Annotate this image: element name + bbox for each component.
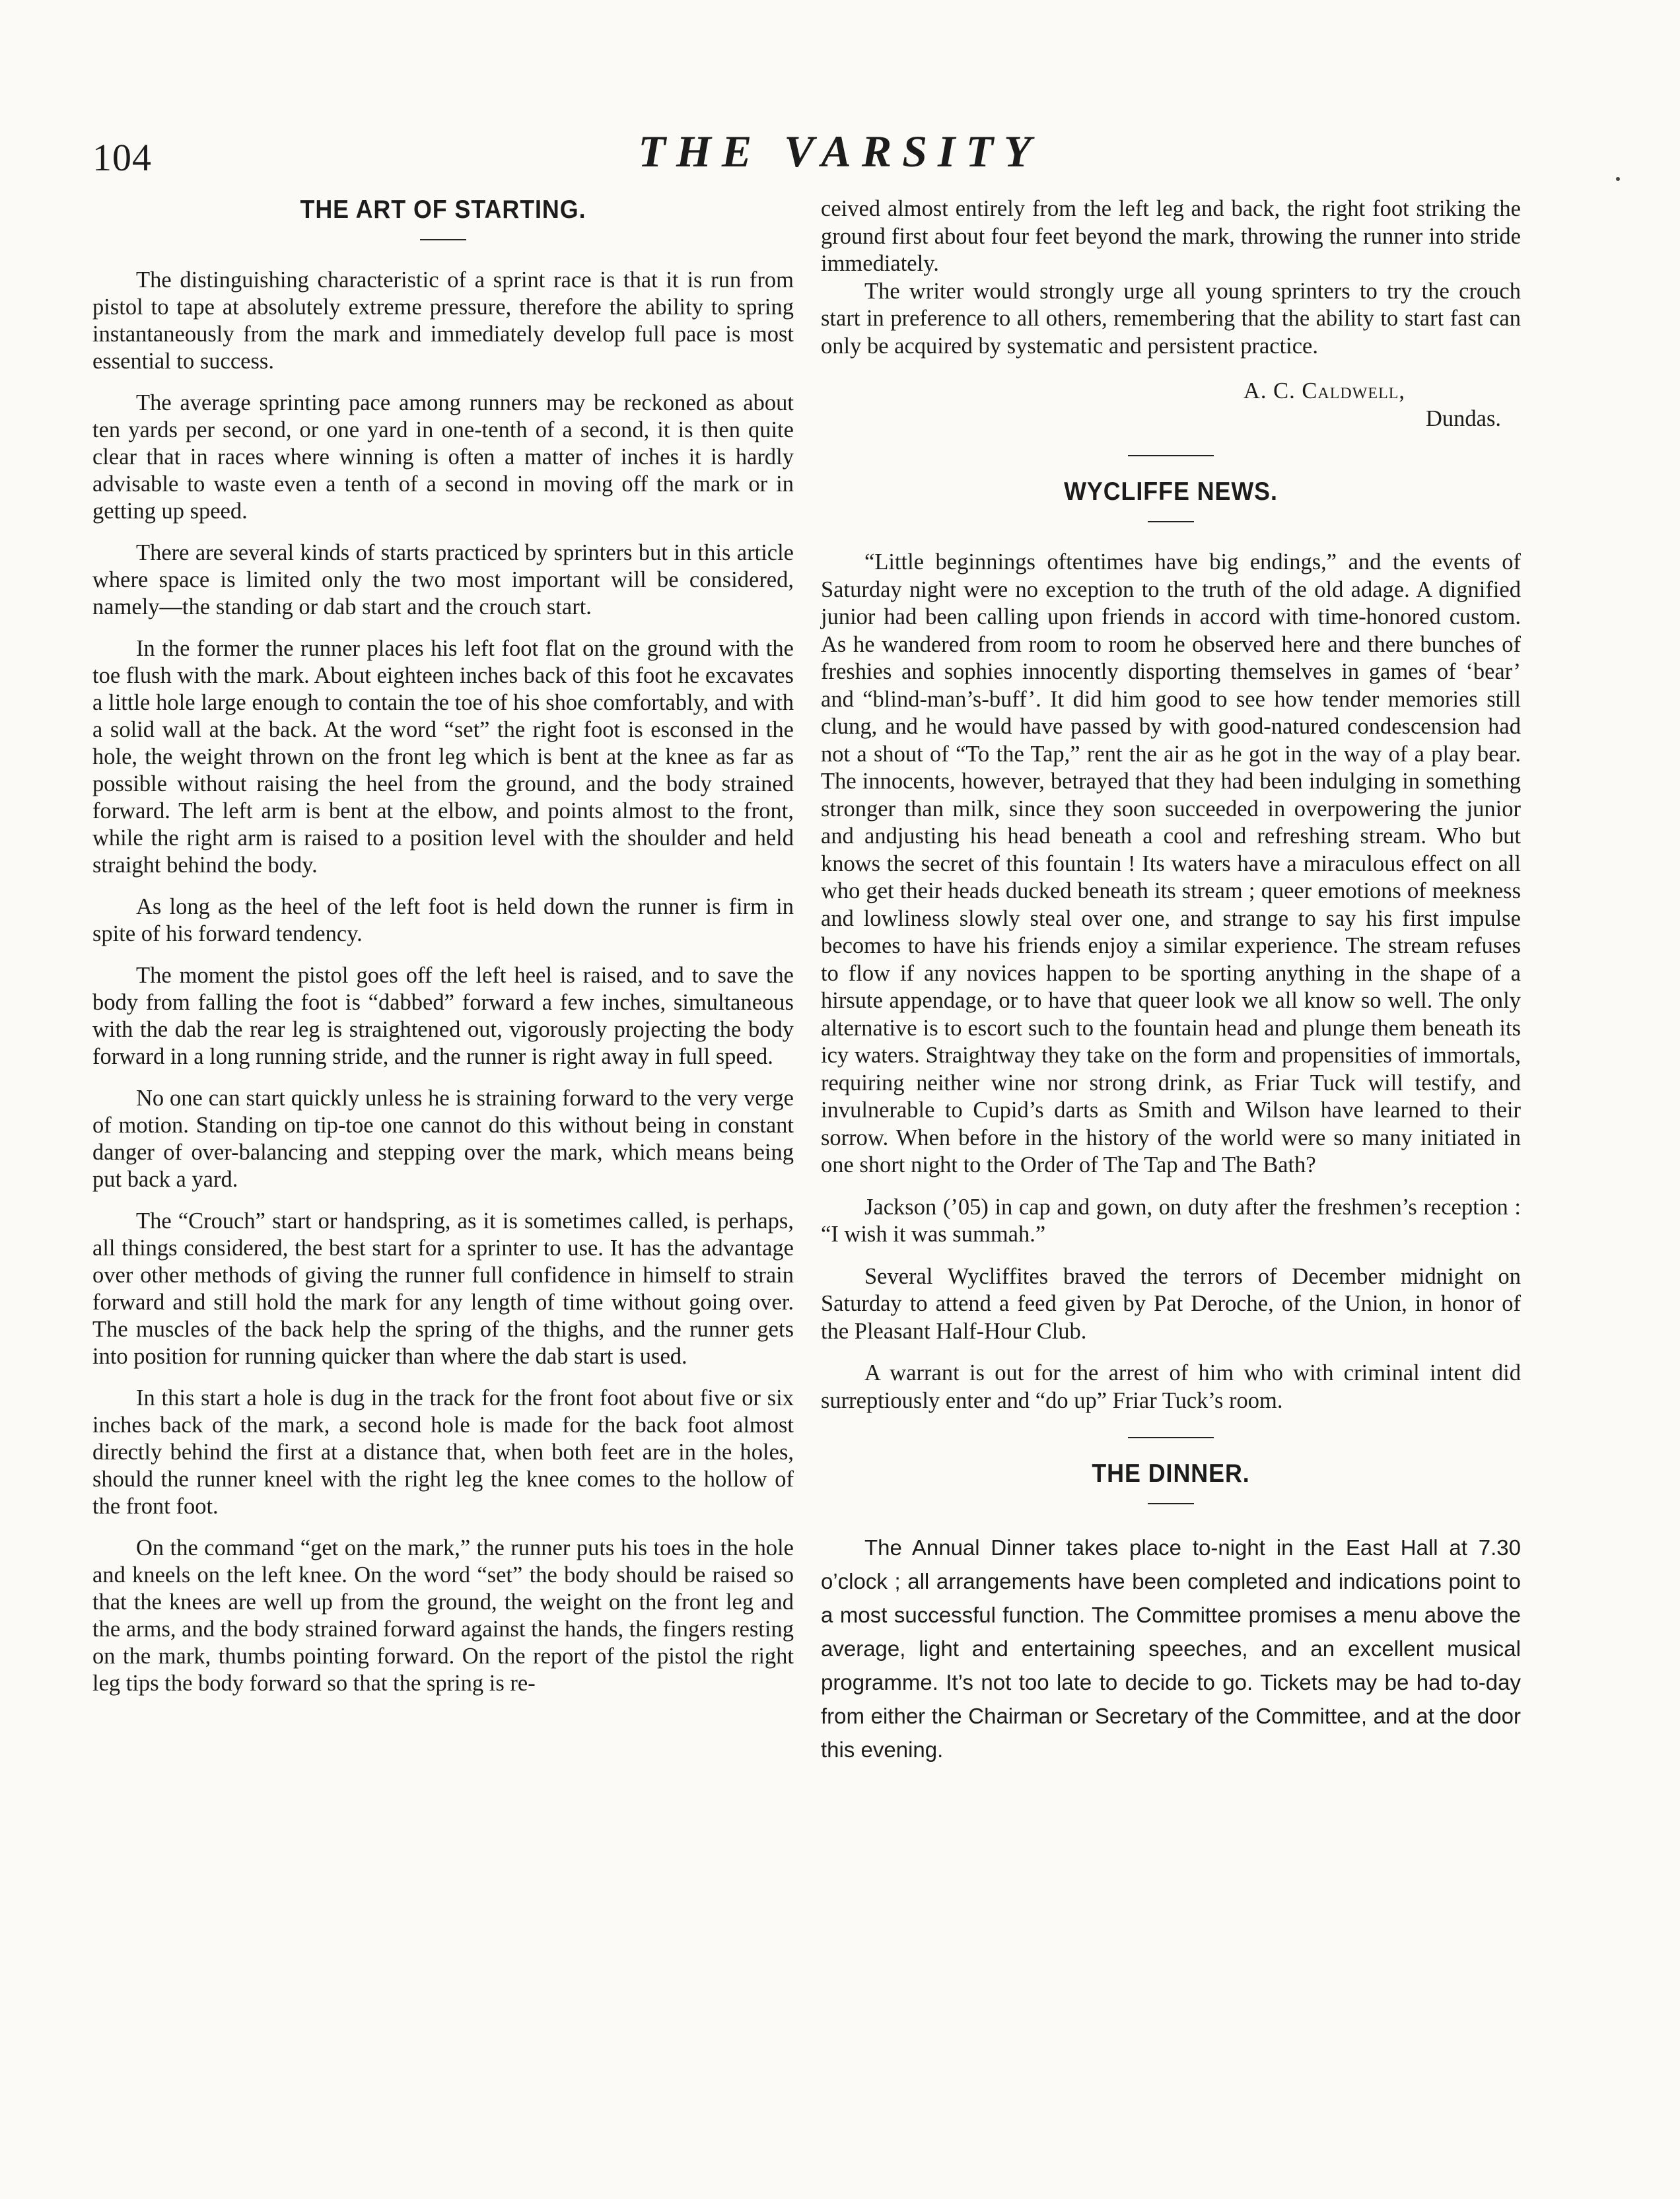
title-rule — [420, 239, 466, 240]
right-column — [821, 195, 1521, 1766]
paragraph-continuation: ceived almost entirely from the left leg and back, the right foot striking the ground first about four feet beyond the mark, throwing the runner into stride immediately. — [821, 196, 1521, 276]
signature — [821, 377, 1521, 433]
paragraph: A warrant is out for the arrest of him who with criminal intent did surreptiously enter and “do up” Friar Tuck’s room. — [821, 1360, 1521, 1413]
paragraph: As long as the heel of the left foot is held down the runner is firm in spite of his forward tendency. — [92, 894, 794, 946]
article-title-dinner: THE DINNER. — [1092, 1459, 1250, 1488]
page-header — [0, 0, 1680, 198]
title-rule — [1148, 1503, 1194, 1504]
article-title-wycliffe-news: WYCLIFFE NEWS. — [1064, 477, 1278, 506]
article-title-art-of-starting: THE ART OF STARTING. — [300, 195, 586, 224]
paragraph: The average sprinting pace among runners may be reckoned as about ten yards per second, or one yard in one-tenth of a second, it is then quite clear that in races where winning is often a matter of inches it is hardly advisable to waste even a tenth of a second in moving off the mark or in getting up speed. — [92, 390, 794, 524]
paragraph: Several Wycliffites braved the terrors of December midnight on Saturday to attend a feed given by Pat Deroche, of the Union, in honor of the Pleasant Half-Hour Club. — [821, 1263, 1521, 1344]
paragraph: In the former the runner places his left foot flat on the ground with the toe flush with the mark. About eighteen inches back of this foot he excavates a little hole large enough to contain the toe of his shoe comfortably, and with a solid wall at the back. At the word “set” the right foot is esconsed in the hole, the weight thrown on the front leg which is bent at the knee as far as possible without raising the heel from the ground, and the body strained forward. The left arm is bent at the elbow, and points almost to the front, while the right arm is raised to a position level with the shoulder and held straight behind the body. — [92, 636, 794, 878]
section-separator — [1128, 455, 1214, 456]
ink-speck — [1616, 177, 1620, 181]
paragraph: No one can start quickly unless he is straining forward to the very verge of motion. Standing on tip-toe one cannot do this without being in constant danger of over-balancing and stepping over the mark, which means being put back a yard. — [92, 1086, 794, 1192]
title-rule — [1148, 521, 1194, 522]
paragraph: The Annual Dinner takes place to-night in the East Hall at 7.30 o’clock ; all arrangements have been completed and indications point to a most successful function. The Committee promises a menu above the average, light and entertaining speeches, and an excellent musical programme. It’s not too late to decide to go. Tickets may be had to-day from either the Chairman or Secretary of the Committee, and at the door this evening. — [821, 1535, 1521, 1762]
paragraph: There are several kinds of starts practiced by sprinters but in this article where space is limited only the two most important will be considered, namely—the standing or dab start and the crouch start. — [92, 540, 794, 619]
left-column — [92, 195, 794, 1697]
paragraph: Jackson (’05) in cap and gown, on duty after the freshmen’s reception : “I wish it was summah.” — [821, 1194, 1521, 1247]
paragraph: The moment the pistol goes off the left heel is raised, and to save the body from falling the foot is “dabbed” forward a few inches, simultaneous with the dab the rear leg is straightened out, vigorously projecting the body forward in a long running stride, and the runner is right away in full speed. — [92, 963, 794, 1069]
paragraph: “Little beginnings oftentimes have big endings,” and the events of Saturday night were no exception to the truth of the old adage. A dignified junior had been calling upon friends in accord with time-honored custom. As he wandered from room to room he observed here and there bunches of freshies and sophies innocently disporting themselves in games of ‘bear’ and “blind-man’s-buff’. It did him good to see how tender memories still clung, and he would have passed by with good-natured condescension had not a shout of “To the Tap,” rent the air as he got in the way of a play bear. The innocents, however, betrayed that they had been indulging in something stronger than milk, since they soon succeeded in overpowering the junior and andjusting his head beneath a cool and refreshing stream. Who but knows the secret of this fountain ! Its waters have a miraculous effect on all who get their heads ducked beneath its stream ; queer emotions of meekness and lowliness slowly steal over one, and strange to say his first impulse becomes to have his friends enjoy a similar experience. The stream refuses to flow if any novices happen to be sporting anything in the shape of a hirsute appendage, or to have that queer look we all know so well. The only alternative is to escort such to the fountain head and plunge them beneath its icy waters. Straightway they take on the form and propensities of immortals, requiring neither wine nor strong drink, as Friar Tuck will testify, and invulnerable to Cupid’s darts as Smith and Wilson have learned to their sorrow. When before in the history of the world were so many initiated in one short night to the Order of The Tap and The Bath? — [821, 549, 1521, 1177]
author-place: Dundas. — [1425, 406, 1501, 431]
paragraph: On the command “get on the mark,” the runner puts his toes in the hole and kneels on the left knee. On the word “set” the body should be raised so that the knees are well up from the ground, the weight on the front leg and the arms, and the body strained forward against the hands, the fingers resting on the mark, thumbs pointing forward. On the report of the pistol the right leg tips the body forward so that the spring is re- — [92, 1535, 794, 1696]
author-name: A. C. Caldwell, — [1243, 378, 1406, 403]
page-number: 104 — [92, 136, 152, 179]
section-separator — [1128, 1437, 1214, 1438]
dinner-article — [821, 1531, 1521, 1766]
paragraph: The “Crouch” start or handspring, as it is sometimes called, is perhaps, all things considered, the best start for a sprinter to use. It has the advantage over other methods of giving the runner full confidence in himself to strain forward and still hold the mark for any length of time without going over. The muscles of the back help the spring of the thighs, and the runner gets into position for running quicker than where the dab start is used. — [92, 1208, 794, 1369]
paragraph: In this start a hole is dug in the track for the front foot about five or six inches back of the mark, a second hole is made for the back foot almost directly behind the first at a distance that, when both feet are in the holes, should the runner kneel with the right leg the knee comes to the hollow of the front foot. — [92, 1385, 794, 1519]
paragraph: The distinguishing characteristic of a sprint race is that it is run from pistol to tape at absolutely extreme pressure, therefore the ability to spring instantaneously from the mark and immediately develop full pace is most essential to success. — [92, 267, 794, 374]
paragraph: The writer would strongly urge all young sprinters to try the crouch start in preference to all others, remembering that the ability to start fast can only be acquired by systematic and persistent practice. — [821, 278, 1521, 359]
masthead: THE VARSITY — [638, 126, 1042, 176]
